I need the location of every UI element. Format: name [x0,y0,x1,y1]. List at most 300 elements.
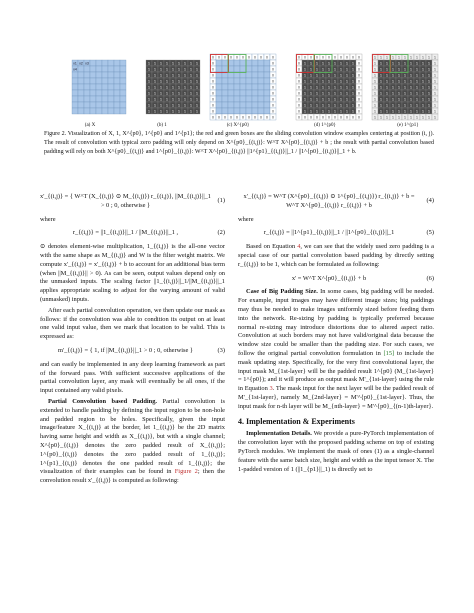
xp0-zero-label: 0 [212,67,214,72]
xp0-cell [228,96,234,102]
one-p0-value-label: 1 [304,109,306,114]
one-p1-value-label: 1 [380,79,382,84]
xp0-cell [246,78,252,84]
one-p0-value-label: 0 [298,115,300,120]
paragraph-5 [238,243,434,269]
xp0-cell [252,90,258,96]
one-p1-value-label: 1 [416,103,418,108]
one-p1-value-label: 1 [434,85,436,90]
one-p0-value-label: 1 [352,79,354,84]
xp0-cell [234,108,240,114]
x-cell [102,60,108,66]
one-p0-value-label: 0 [334,55,336,60]
ones-value-label: 1 [184,85,186,90]
ones-value-label: 1 [154,85,156,90]
x-cell [120,108,126,114]
one-p1-value-label: 1 [434,79,436,84]
panel-e-label: (e) 1^{p1} [397,123,419,128]
ones-value-label: 1 [172,97,174,102]
ones-value-label: 1 [190,85,192,90]
paragraph-6 [238,288,434,411]
equation-3 [40,347,225,356]
ones-value-label: 1 [172,61,174,66]
x-value-label: x1 [73,61,77,66]
one-p0-value-label: 0 [346,55,348,60]
x-value-label: x3 [85,61,89,66]
xp0-zero-label: 0 [224,55,226,60]
one-p0-value-label: 1 [310,91,312,96]
one-p1-value-label: 1 [416,109,418,114]
one-p0-value-label: 1 [316,85,318,90]
equation-2-body: r_{(i,j)} = ||1_{(i,j)}||_1 / ||M_{(i,j)}||_1 , [72,229,179,237]
one-p1-value-label: 1 [422,55,424,60]
one-p0-value-label: 1 [340,97,342,102]
ones-value-label: 1 [166,103,168,108]
one-p1-value-label: 1 [404,97,406,102]
one-p0-value-label: 0 [298,109,300,114]
one-p1-value-label: 1 [422,97,424,102]
one-p0-value-label: 1 [304,73,306,78]
one-p0-value-label: 1 [316,67,318,72]
one-p0-value-label: 1 [316,109,318,114]
one-p0-value-label: 0 [352,55,354,60]
one-p0-value-label: 1 [334,61,336,66]
one-p0-value-label: 1 [310,85,312,90]
one-p1-value-label: 1 [428,85,430,90]
one-p1-value-label: 1 [434,55,436,60]
xp0-zero-label: 0 [260,115,262,120]
one-p0-value-label: 0 [346,115,348,120]
one-p0-value-label: 1 [328,85,330,90]
ones-value-label: 1 [166,85,168,90]
one-p0-value-label: 1 [328,73,330,78]
xp0-cell [258,60,264,66]
one-p1-value-label: 1 [428,79,430,84]
one-p1-value-label: 1 [386,67,388,72]
one-p0-value-label: 0 [310,115,312,120]
ones-value-label: 1 [190,61,192,66]
one-p0-value-label: 0 [316,55,318,60]
ones-value-label: 1 [190,91,192,96]
one-p0-value-label: 0 [358,61,360,66]
one-p0-value-label: 1 [322,97,324,102]
ones-value-label: 1 [178,97,180,102]
xp0-zero-label: 0 [212,61,214,66]
xp0-cell [264,102,270,108]
one-p0-value-label: 0 [358,73,360,78]
ones-value-label: 1 [190,97,192,102]
one-p0-value-label: 0 [322,115,324,120]
one-p0-value-label: 1 [328,109,330,114]
one-p1-value-label: 1 [398,61,400,66]
xp0-zero-label: 0 [212,73,214,78]
paragraph-7-heading: Implementation Details. [246,430,312,438]
xp0-zero-label: 0 [272,115,274,120]
one-p1-value-label: 1 [392,79,394,84]
one-p1-value-label: 1 [404,55,406,60]
ones-value-label: 1 [196,67,198,72]
one-p0-value-label: 1 [346,97,348,102]
equation-6-number: (6) [426,274,434,282]
xp0-cell [252,60,258,66]
one-p1-value-label: 1 [428,97,430,102]
ones-value-label: 1 [160,85,162,90]
ones-value-label: 1 [160,103,162,108]
equation-6-body: x' = W^T X^{p0}_{(i,j)} + b [291,274,367,282]
xp0-zero-label: 0 [236,55,238,60]
x-cell [96,72,102,78]
paragraph-6-text-c: . The mask input for the next layer will be the padded result of M'_{1st-layer}, namely M_{2nd-layer} = M'^{p0}_{1st-layer}. Thus, the input mask for n-th layer will be M_{nth-layer} = M'^{p0}_{(n-1)th-layer}. [238,385,434,410]
equation-5 [238,229,434,238]
one-p0-value-label: 1 [328,103,330,108]
one-p0-value-label: 1 [322,67,324,72]
xp0-cell [240,96,246,102]
xp0-zero-label: 0 [212,103,214,108]
x-cell [84,90,90,96]
ones-value-label: 1 [172,109,174,114]
x-cell [84,108,90,114]
ones-value-label: 1 [160,61,162,66]
ones-value-label: 1 [166,79,168,84]
ones-value-label: 1 [154,91,156,96]
xp0-zero-label: 0 [242,55,244,60]
xp0-zero-label: 0 [272,97,274,102]
x-cell [78,90,84,96]
x-cell [72,108,78,114]
xp0-cell [264,96,270,102]
ones-value-label: 1 [154,73,156,78]
where-text-2: where [238,215,254,223]
ones-value-label: 1 [154,103,156,108]
xp0-cell [216,84,222,90]
ones-value-label: 1 [148,97,150,102]
one-p0-value-label: 1 [316,103,318,108]
xp0-zero-label: 0 [212,85,214,90]
one-p0-value-label: 0 [328,55,330,60]
equation-6 [238,275,434,284]
equation-1 [40,193,225,211]
xp0-cell [246,66,252,72]
x-cell [120,84,126,90]
ones-value-label: 1 [196,97,198,102]
x-cell [108,84,114,90]
one-p1-value-label: 1 [404,79,406,84]
xp0-cell [246,60,252,66]
x-cell [78,78,84,84]
panel-b-label: (b) 1 [157,123,167,128]
figure-2-link[interactable]: Figure 2 [174,468,198,476]
panel-a-label: (a) X [84,123,96,128]
equation-1-number: (1) [217,197,225,205]
one-p1-value-label: 1 [434,67,436,72]
one-p1-value-label: 1 [374,55,376,60]
ones-value-label: 1 [184,91,186,96]
x-cell [78,96,84,102]
paragraph-7-text: We provide a pure-PyTorch implementation of the convolution layer with the proposed padding scheme on top of existing PyTorch modules. We implement the mask of ones (1) as a single-channel feature with the same batch size, height and width as the input tensor X. The 1-padded version of 1 (||1_{p1}||_1) is directly set to [238,430,434,473]
one-p0-value-label: 0 [298,67,300,72]
one-p1-value-label: 1 [380,85,382,90]
one-p0-value-label: 1 [352,109,354,114]
x-cell [102,90,108,96]
one-p0-value-label: 1 [346,79,348,84]
xp0-zero-label: 0 [212,109,214,114]
x-cell [108,72,114,78]
one-p0-value-label: 0 [352,115,354,120]
xp0-cell [252,102,258,108]
one-p0-value-label: 1 [328,67,330,72]
x-cell [108,102,114,108]
xp0-cell [240,90,246,96]
ones-value-label: 1 [166,73,168,78]
one-p0-value-label: 1 [340,61,342,66]
one-p1-value-label: 1 [398,79,400,84]
x-cell [72,78,78,84]
one-p1-value-label: 1 [416,55,418,60]
one-p1-value-label: 1 [428,67,430,72]
ones-value-label: 1 [184,67,186,72]
ones-value-label: 1 [172,103,174,108]
one-p1-value-label: 1 [398,85,400,90]
ones-value-label: 1 [184,61,186,66]
one-p0-value-label: 1 [304,85,306,90]
x-cell [78,108,84,114]
one-p0-value-label: 1 [322,61,324,66]
ones-value-label: 1 [166,61,168,66]
one-p1-value-label: 1 [380,103,382,108]
one-p1-value-label: 1 [422,73,424,78]
equation-2 [40,229,225,238]
one-p1-value-label: 1 [422,85,424,90]
x-cell [114,66,120,72]
one-p0-value-label: 0 [298,79,300,84]
xp0-cell [264,78,270,84]
one-p0-value-label: 1 [322,91,324,96]
ones-value-label: 1 [196,103,198,108]
paragraph-6-heading: Case of Big Padding Size. [246,288,318,296]
x-cell [96,102,102,108]
xp0-cell [222,102,228,108]
one-p1-value-label: 1 [386,103,388,108]
ones-value-label: 1 [196,91,198,96]
xp0-zero-label: 0 [260,55,262,60]
ones-value-label: 1 [148,103,150,108]
one-p0-value-label: 1 [328,97,330,102]
x-cell [96,78,102,84]
one-p0-value-label: 1 [310,79,312,84]
one-p1-value-label: 1 [392,61,394,66]
one-p1-value-label: 1 [404,103,406,108]
equation-4-link[interactable]: 4 [297,243,301,251]
xp0-zero-label: 0 [272,103,274,108]
x-cell [96,96,102,102]
paragraph-5-text-a: Based on Equation [246,243,298,251]
xp0-cell [222,108,228,114]
panel-d-label: (d) 1^{p0} [314,123,336,128]
xp0-cell [240,60,246,66]
ones-value-label: 1 [190,73,192,78]
one-p0-value-label: 1 [340,73,342,78]
citation-15-link[interactable]: [15] [383,349,395,357]
one-p0-value-label: 0 [304,55,306,60]
equation-3-link[interactable]: 3 [269,385,273,393]
x-cell [102,84,108,90]
xp0-cell [216,96,222,102]
one-p1-value-label: 1 [410,115,412,120]
one-p1-value-label: 1 [422,79,424,84]
paragraph-5-text-b: , we can see that the widely used zero padding is a special case of our partial convolution based padding by directly setting r_{(i,j)} to be 1, which can be formulated as following: [238,243,434,268]
one-p0-value-label: 1 [334,109,336,114]
xp0-cell [264,72,270,78]
one-p1-value-label: 1 [386,55,388,60]
ones-value-label: 1 [196,85,198,90]
one-p1-value-label: 1 [398,55,400,60]
xp0-cell [246,72,252,78]
xp0-cell [222,90,228,96]
ones-value-label: 1 [166,67,168,72]
xp0-zero-label: 0 [266,55,268,60]
xp0-cell [240,84,246,90]
xp0-zero-label: 0 [272,67,274,72]
equation-3-number: (3) [217,346,225,354]
xp0-cell [228,90,234,96]
x-cell [108,108,114,114]
paragraph-4-text-b: ; then the convolution result x'_{(i,j)} is computed as following: [40,468,226,485]
ones-value-label: 1 [148,85,150,90]
figure-caption: Figure 2. Visualization of X, 1, X^{p0}, 1^{p0} and 1^{p1}; the red and green boxes are the sliding convolution window examples centering at position (i, j). The result of convolution with typical zero padding will only depend on X^{p0}_{(i,j)}: W^T X^{p0}_{(i,j)} + b ; the result with partial convolution based padding will rely on both X^{p0}_{(i,j)} and 1^{p0}_{(i,j)}: W^T X^{p0}_{(i,j)} ||1^{p1}_{(i,j)}||_1 / ||1^{p0}_{(i,j)}||_1 + b. [44,131,434,155]
xp0-cell [264,60,270,66]
ones-value-label: 1 [184,73,186,78]
xp0-cell [216,78,222,84]
one-p1-value-label: 1 [422,61,424,66]
equation-5-body: r_{(i,j)} = ||1^{p1}_{(i,j)}||_1 / ||1^{p0}_{(i,j)}||_1 [263,229,395,237]
one-p0-value-label: 0 [358,115,360,120]
ones-value-label: 1 [190,109,192,114]
x-cell [96,84,102,90]
one-p1-value-label: 1 [404,115,406,120]
x-cell [78,66,84,72]
x-cell [108,96,114,102]
x-cell [120,66,126,72]
one-p1-value-label: 1 [428,61,430,66]
ones-value-label: 1 [172,85,174,90]
xp0-cell [234,66,240,72]
x-cell [114,96,120,102]
xp0-zero-label: 0 [218,55,220,60]
x-value-label: x4 [73,67,77,72]
one-p1-value-label: 1 [434,97,436,102]
x-cell [90,90,96,96]
one-p1-value-label: 1 [386,115,388,120]
one-p0-value-label: 0 [358,55,360,60]
xp0-cell [240,78,246,84]
figure-panels [60,52,440,142]
xp0-cell [246,84,252,90]
ones-value-label: 1 [160,97,162,102]
one-p1-value-label: 1 [380,61,382,66]
ones-value-label: 1 [190,103,192,108]
xp0-zero-label: 0 [248,115,250,120]
one-p1-value-label: 1 [392,85,394,90]
one-p0-value-label: 1 [304,97,306,102]
ones-value-label: 1 [184,97,186,102]
one-p0-value-label: 1 [310,67,312,72]
one-p1-value-label: 1 [422,67,424,72]
xp0-cell [264,66,270,72]
xp0-cell [228,78,234,84]
one-p1-value-label: 1 [434,73,436,78]
ones-value-label: 1 [172,79,174,84]
xp0-cell [216,102,222,108]
xp0-zero-label: 0 [248,55,250,60]
one-p0-value-label: 0 [328,115,330,120]
one-p0-value-label: 1 [352,73,354,78]
xp0-cell [258,108,264,114]
one-p0-value-label: 1 [334,85,336,90]
ones-value-label: 1 [196,73,198,78]
xp0-cell [258,66,264,72]
xp0-cell [234,78,240,84]
xp0-zero-label: 0 [224,115,226,120]
one-p0-value-label: 1 [340,91,342,96]
one-p0-value-label: 1 [346,103,348,108]
one-p0-value-label: 1 [310,73,312,78]
one-p0-value-label: 1 [328,91,330,96]
ones-value-label: 1 [178,85,180,90]
one-p1-value-label: 1 [428,109,430,114]
xp0-cell [252,84,258,90]
xp0-cell [222,96,228,102]
one-p0-value-label: 1 [334,103,336,108]
one-p1-value-label: 1 [386,61,388,66]
one-p1-value-label: 1 [404,109,406,114]
ones-value-label: 1 [178,79,180,84]
one-p0-value-label: 1 [352,97,354,102]
ones-value-label: 1 [154,61,156,66]
one-p1-value-label: 1 [434,61,436,66]
one-p0-value-label: 0 [358,103,360,108]
one-p0-value-label: 1 [334,91,336,96]
x-cell [114,102,120,108]
one-p1-value-label: 1 [410,109,412,114]
one-p1-value-label: 1 [404,73,406,78]
one-p0-value-label: 0 [298,55,300,60]
xp0-cell [252,96,258,102]
one-p1-value-label: 1 [422,115,424,120]
one-p0-value-label: 0 [358,85,360,90]
one-p0-value-label: 0 [322,55,324,60]
xp0-cell [264,90,270,96]
one-p1-value-label: 1 [374,109,376,114]
figure-grids [60,52,440,128]
xp0-zero-label: 0 [254,115,256,120]
one-p0-value-label: 1 [322,73,324,78]
ones-value-label: 1 [178,109,180,114]
one-p1-value-label: 1 [404,91,406,96]
xp0-zero-label: 0 [272,79,274,84]
ones-value-label: 1 [184,79,186,84]
x-cell [120,78,126,84]
one-p0-value-label: 1 [316,91,318,96]
xp0-zero-label: 0 [254,55,256,60]
one-p0-value-label: 1 [304,79,306,84]
one-p1-value-label: 1 [380,55,382,60]
one-p0-value-label: 1 [304,91,306,96]
ones-value-label: 1 [184,103,186,108]
x-cell [108,60,114,66]
x-cell [108,66,114,72]
ones-value-label: 1 [166,97,168,102]
x-cell [72,72,78,78]
